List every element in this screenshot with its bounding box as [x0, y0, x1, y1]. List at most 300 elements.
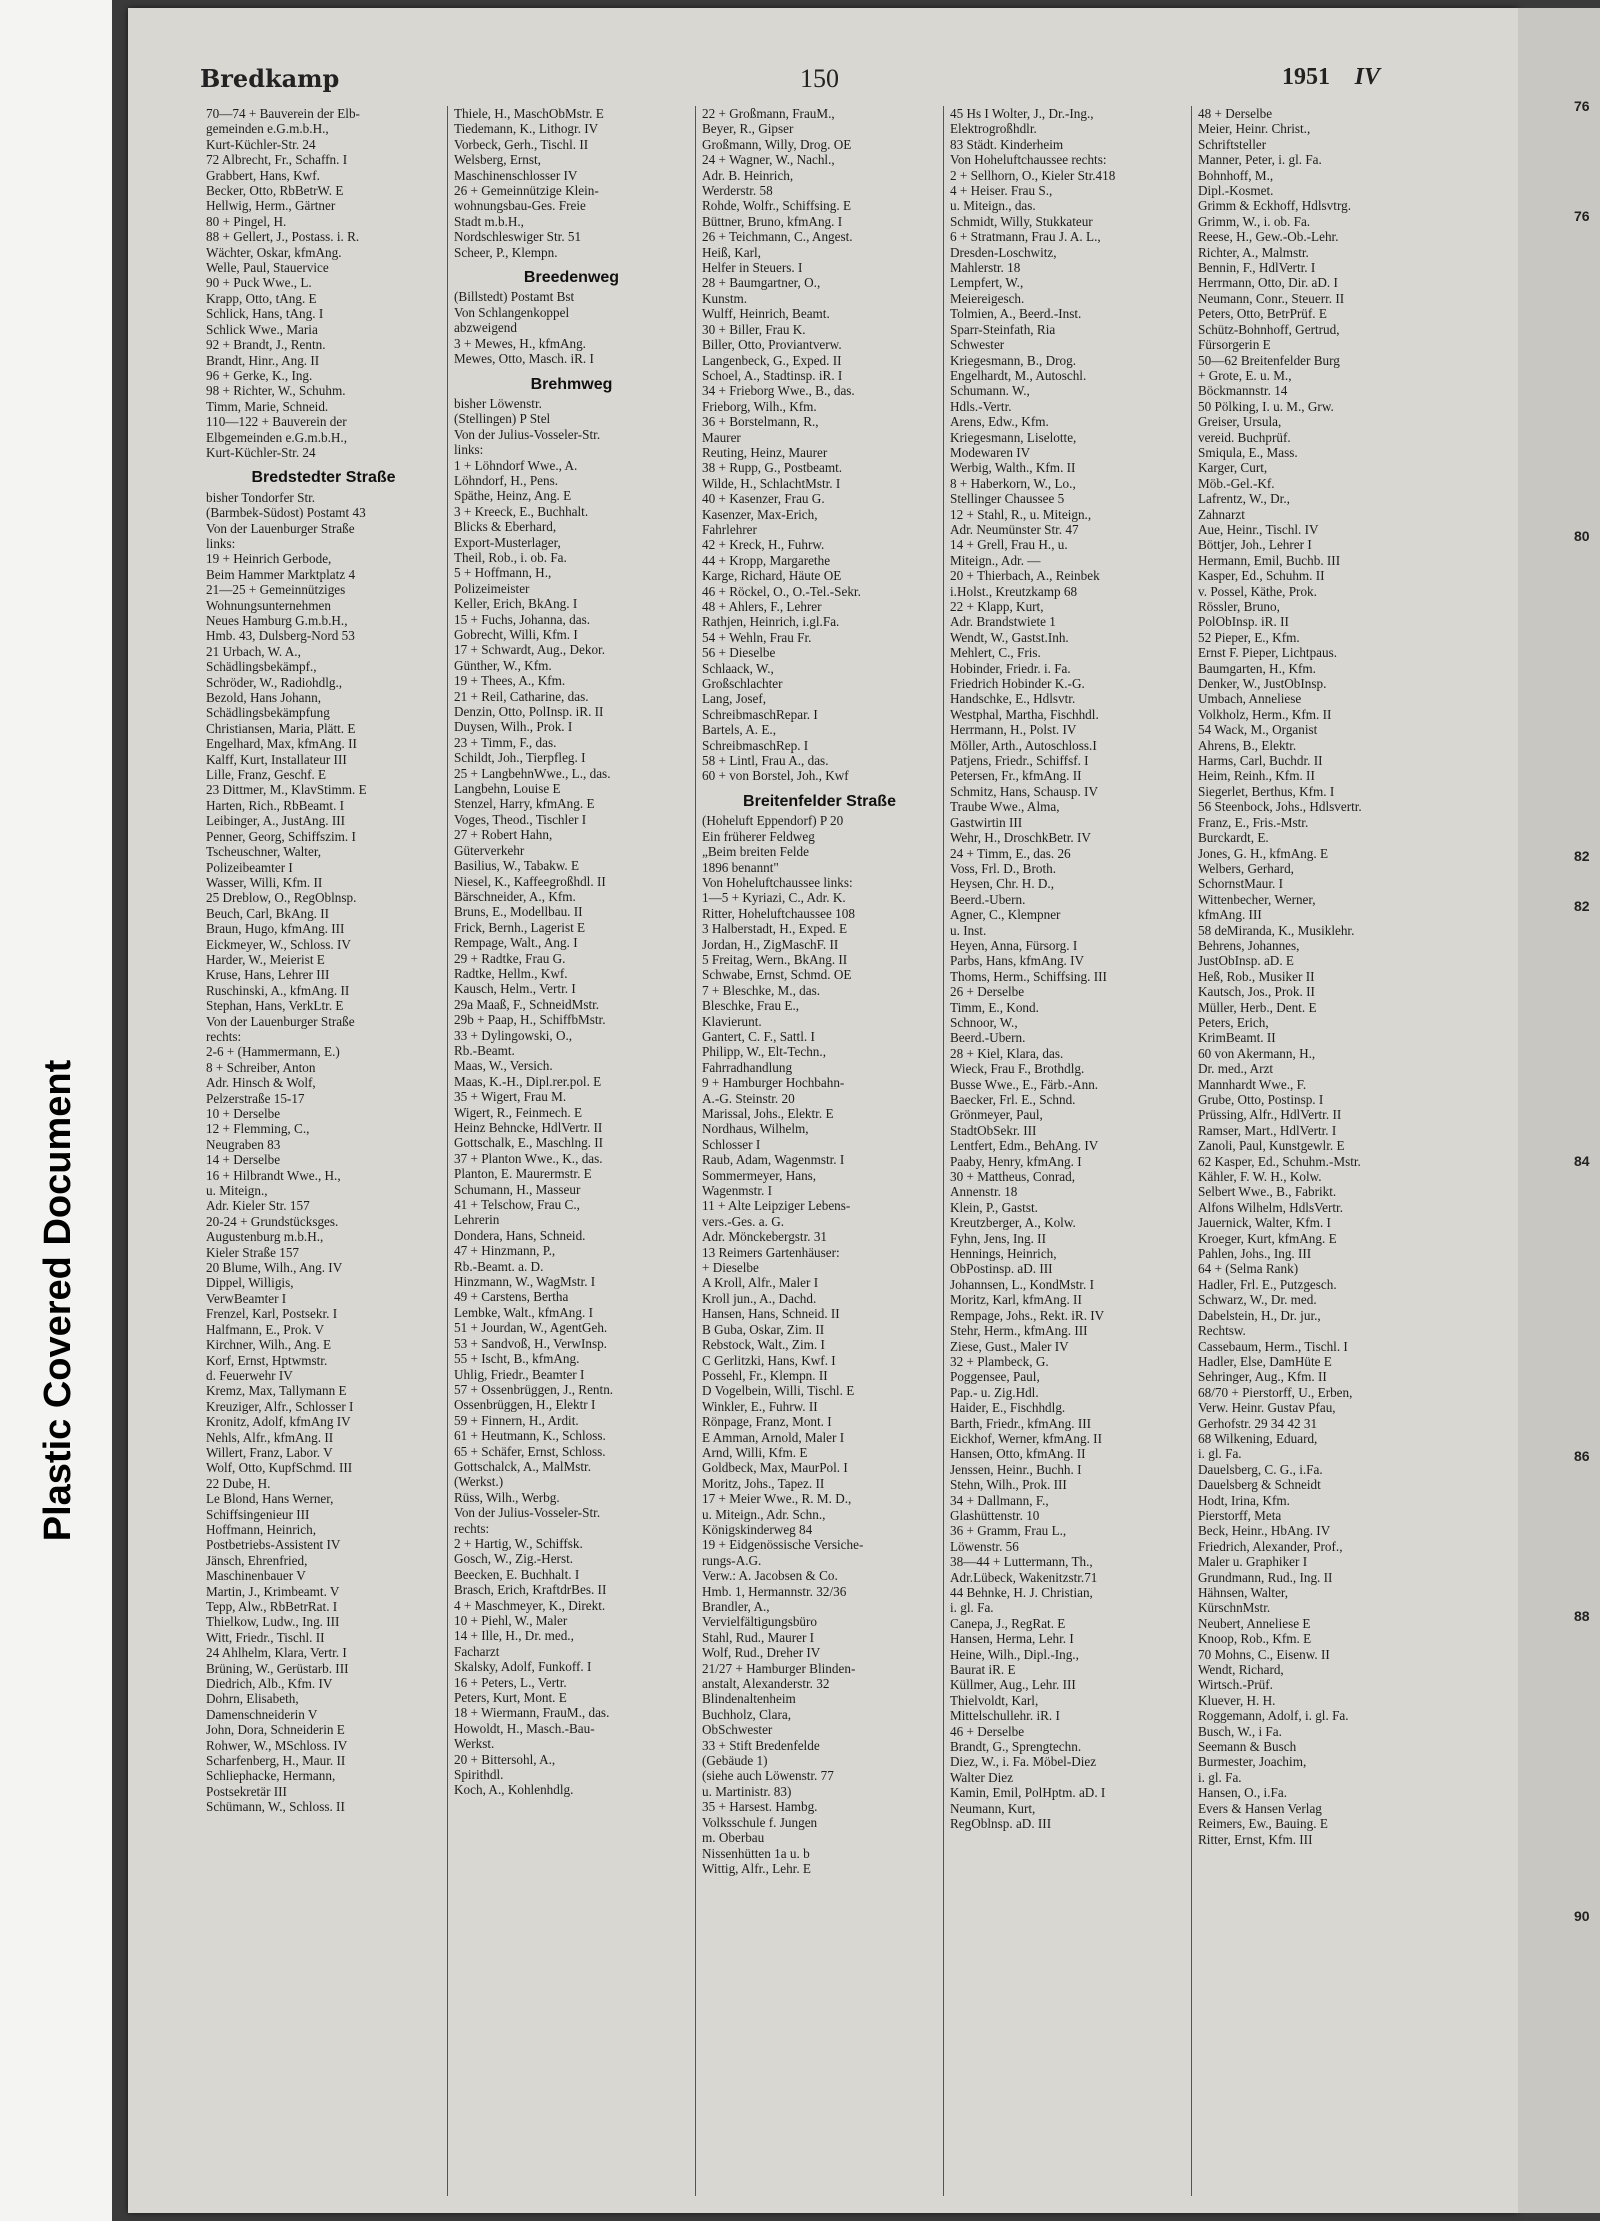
directory-entry: 21/27 + Hamburger Blinden- [702, 1660, 856, 1676]
directory-entry: Kronitz, Adolf, kfmAng IV [206, 1414, 351, 1430]
directory-entry: Ritter, Hoheluftchaussee 108 [702, 905, 855, 921]
directory-entry: Volkholz, Herm., Kfm. II [1198, 706, 1332, 722]
directory-entry: 2 + Sellhorn, O., Kieler Str.418 [950, 167, 1116, 183]
directory-entry: Sehringer, Aug., Kfm. II [1198, 1369, 1327, 1385]
directory-entry: Elbgemeinden e.G.m.b.H., [206, 429, 347, 445]
directory-entry: A.-G. Steinstr. 20 [702, 1090, 795, 1106]
edge-number: 82 [1574, 898, 1590, 914]
directory-entry: KrimBeamt. II [1198, 1030, 1276, 1046]
directory-entry: 26 + Derselbe [950, 984, 1025, 1000]
directory-entry: bisher Löwenstr. [454, 395, 542, 411]
directory-entry: Harten, Rich., RbBeamt. I [206, 797, 345, 813]
directory-entry: 70 Mohns, C., Eisenw. II [1198, 1646, 1330, 1662]
directory-entry: 26 + Teichmann, C., Angest. [702, 229, 853, 245]
directory-entry: Kurt-Küchler-Str. 24 [206, 136, 316, 152]
directory-entry: Aue, Heinr., Tischl. IV [1198, 521, 1319, 537]
directory-entry: Maschinenschlosser IV [454, 167, 578, 183]
directory-entry: Hoffmann, Heinrich, [206, 1521, 316, 1537]
directory-entry: Rohde, Wolfr., Schiffsing. E [702, 198, 852, 214]
directory-entry: Rechtsw. [1198, 1323, 1246, 1339]
header-page-number: 150 [800, 64, 839, 93]
directory-entry: (Werkst.) [454, 1474, 504, 1490]
directory-entry: Wittig, Alfr., Lehr. E [702, 1860, 811, 1876]
directory-entry: Brüning, W., Gerüstarb. III [206, 1660, 349, 1676]
directory-entry: Johannsen, L., KondMstr. I [950, 1276, 1094, 1292]
directory-entry: „Beim breiten Felde [702, 844, 809, 860]
directory-entry: bisher Tondorfer Str. [206, 489, 316, 505]
directory-entry: 98 + Richter, W., Schuhm. [206, 383, 346, 399]
directory-entry: Harder, W., Meierist E [206, 951, 325, 967]
directory-entry: Kalff, Kurt, Installateur III [206, 751, 347, 767]
directory-entry: Thielkow, Ludw., Ing. III [206, 1614, 340, 1630]
directory-entry: Moritz, Johs., Tapez. II [702, 1475, 825, 1491]
directory-entry: 1896 benannt" [702, 859, 779, 875]
directory-entry: Wendt, Richard, [1198, 1662, 1284, 1678]
directory-entry: Friedrich Hobinder K.-G. [950, 676, 1085, 692]
directory-entry: Tscheuschner, Walter, [206, 844, 321, 860]
directory-entry: Pahlen, Johs., Ing. III [1198, 1246, 1312, 1262]
directory-entry: 24 + Timm, E., das. 26 [950, 845, 1071, 861]
directory-entry: 70—74 + Bauverein der Elb- [206, 106, 360, 121]
directory-entry: Rb.-Beamt. [454, 1042, 515, 1058]
directory-entry: VerwBeamter I [206, 1290, 287, 1306]
directory-entry: 58 + Lintl, Frau A., das. [702, 753, 829, 769]
directory-entry: Barth, Friedr., kfmAng. III [950, 1415, 1092, 1431]
directory-entry: Damenschneiderin V [206, 1706, 318, 1722]
directory-entry: Ein früherer Feldweg [702, 828, 815, 844]
directory-entry: Bennin, F., HdlVertr. I [1198, 260, 1316, 276]
directory-entry: Burckardt, E. [1198, 830, 1269, 846]
directory-entry: Frenzel, Karl, Postsekr. I [206, 1306, 338, 1322]
directory-entry: 38—44 + Luttermann, Th., [950, 1554, 1093, 1570]
directory-entry: Goldbeck, Max, MaurPol. I [702, 1460, 848, 1476]
directory-entry: 20 + Thierbach, A., Reinbek [950, 568, 1100, 584]
directory-entry: 9 + Hamburger Hochbahn- [702, 1075, 845, 1091]
directory-entry: Hansen, Herma, Lehr. I [950, 1631, 1074, 1647]
directory-entry: Baumgarten, H., Kfm. [1198, 660, 1316, 676]
directory-entry: 7 + Bleschke, M., das. [702, 982, 821, 998]
directory-entry: + Dieselbe [702, 1260, 759, 1276]
directory-entry: Hobinder, Friedr. i. Fa. [950, 660, 1071, 676]
directory-entry: 44 + Kropp, Margarethe [702, 552, 831, 568]
directory-entry: 36 + Borstelmann, R., [702, 414, 819, 430]
directory-entry: Jauernick, Walter, Kfm. I [1198, 1215, 1331, 1231]
directory-entry: Schümann, W., Schloss. II [206, 1799, 345, 1815]
directory-entry: Hdls.-Vertr. [950, 398, 1012, 414]
directory-entry: Von der Lauenburger Straße [206, 520, 355, 536]
directory-entry: Willert, Franz, Labor. V [206, 1444, 333, 1460]
directory-entry: 10 + Derselbe [206, 1106, 281, 1121]
directory-entry: 62 Kasper, Ed., Schuhm.-Mstr. [1198, 1153, 1361, 1169]
header-year: 1951 [1282, 64, 1330, 90]
directory-entry: d. Feuerwehr IV [206, 1367, 293, 1383]
directory-entry: 4 + Maschmeyer, K., Direkt. [454, 1597, 606, 1613]
directory-entry: 50—62 Breitenfelder Burg [1198, 352, 1340, 368]
directory-entry: Kreuziger, Alfr., Schlosser I [206, 1398, 354, 1414]
directory-entry: Kroll jun., A., Dachd. [702, 1290, 817, 1306]
directory-entry: 3 Halberstadt, H., Exped. E [702, 921, 848, 937]
directory-entry: Brandt, G., Sprengtechn. [950, 1739, 1082, 1755]
directory-entry: i. gl. Fa. [950, 1600, 994, 1616]
directory-entry: Knoop, Rob., Kfm. E [1198, 1631, 1312, 1647]
directory-entry: 29b + Paap, H., SchiffbMstr. [454, 1012, 606, 1028]
directory-entry: Tolmien, A., Beerd.-Inst. [950, 306, 1082, 322]
directory-entry: Voss, Frl. D., Broth. [950, 860, 1057, 876]
directory-entry: Beerd.-Ubern. [950, 1030, 1026, 1046]
directory-entry: B Guba, Oskar, Zim. II [702, 1321, 825, 1337]
directory-entry: Buchholz, Clara, [702, 1706, 791, 1722]
directory-entry: Schriftsteller [1198, 136, 1267, 152]
directory-entry: 42 + Kreck, H., Fuhrw. [702, 537, 825, 553]
directory-entry: Wohnungsunternehmen [206, 597, 331, 613]
directory-entry: 37 + Planton Wwe., K., das. [454, 1150, 603, 1166]
directory-entry: 16 + Peters, L., Vertr. [454, 1674, 567, 1690]
directory-entry: Busse Wwe., E., Färb.-Ann. [950, 1076, 1099, 1092]
directory-entry: Kasenzer, Max-Erich, [702, 506, 818, 522]
directory-entry: Facharzt [454, 1643, 500, 1659]
directory-entry: Moritz, Karl, kfmAng. II [950, 1292, 1082, 1308]
directory-entry: Westphal, Martha, Fischhdl. [950, 706, 1099, 722]
directory-entry: Nordschleswiger Str. 51 [454, 229, 582, 245]
directory-entry: Brandt, Hinr., Ang. II [206, 352, 320, 368]
edge-number: 90 [1574, 1908, 1590, 1924]
directory-entry: E Amman, Arnold, Maler I [702, 1429, 845, 1445]
directory-entry: 32 + Plambeck, G. [950, 1353, 1049, 1369]
directory-entry: Grimm, W., i. ob. Fa. [1198, 213, 1311, 229]
directory-entry: Müller, Herb., Dent. E [1198, 999, 1317, 1015]
directory-entry: u. Miteign., Adr. Schn., [702, 1506, 826, 1522]
directory-entry: Wagenmstr. I [702, 1183, 772, 1199]
directory-entry: Hadler, Else, DamHüte E [1198, 1353, 1332, 1369]
directory-entry: Koch, A., Kohlenhdlg. [454, 1782, 574, 1798]
directory-entry: Arens, Edw., Kfm. [950, 414, 1049, 430]
directory-entry: links: [454, 442, 484, 458]
directory-entry: Hadler, Frl. E., Putzgesch. [1198, 1276, 1337, 1292]
directory-entry: 72 Albrecht, Fr., Schaffn. I [206, 152, 348, 168]
directory-entry: 50 Pölking, I. u. M., Grw. [1198, 398, 1334, 414]
directory-entry: Großmann, Willy, Drog. OE [702, 136, 852, 152]
directory-entry: Elektrogroßhdlr. [950, 121, 1037, 137]
directory-entry: Rb.-Beamt. a. D. [454, 1258, 544, 1274]
directory-entry: Werbig, Walth., Kfm. II [950, 460, 1076, 476]
directory-entry: Peters, Erich, [1198, 1014, 1269, 1030]
directory-entry: 21—25 + Gemeinnütziges [206, 582, 346, 598]
directory-entry: Von der Lauenburger Straße [206, 1013, 355, 1029]
directory-entry: Behrens, Johannes, [1198, 937, 1300, 953]
directory-entry: Harms, Carl, Buchdr. II [1198, 753, 1323, 769]
directory-entry: Adr. Mönckebergstr. 31 [702, 1229, 828, 1245]
directory-entry: 49 + Carstens, Bertha [454, 1289, 569, 1305]
directory-entry: Franz, E., Fris.-Mstr. [1198, 814, 1309, 830]
directory-entry: 60 + von Borstel, Joh., Kwf [702, 768, 849, 784]
directory-entry: Heß, Rob., Musiker II [1198, 968, 1315, 984]
directory-entry: 28 + Baumgartner, O., [702, 275, 821, 291]
directory-entry: Brandler, A., [702, 1599, 770, 1614]
directory-entry: Ruschinski, A., kfmAng. II [206, 982, 350, 998]
directory-entry: Becker, Otto, RbBetrW. E [206, 183, 344, 199]
directory-entry: Neugraben 83 [206, 1136, 281, 1152]
directory-entry: 23 Dittmer, M., KlavStimm. E [206, 782, 367, 798]
directory-entry: Schumann. W., [950, 383, 1030, 399]
directory-entry: 16 + Hilbrandt Wwe., H., [206, 1167, 341, 1183]
directory-entry: 14 + Derselbe [206, 1152, 281, 1168]
directory-entry: 35 + Wigert, Frau M. [454, 1089, 567, 1105]
directory-entry: 14 + Grell, Frau H., u. [950, 537, 1068, 553]
directory-entry: Grabbert, Hans, Kwf. [206, 167, 320, 183]
directory-entry: Möller, Arth., Autoschloss.I [950, 737, 1097, 753]
header-street: Bredkamp [200, 64, 340, 93]
directory-entry: 25 + LangbehnWwe., L., das. [454, 765, 611, 781]
directory-entry: Dresden-Loschwitz, [950, 244, 1057, 260]
directory-entry: Kruse, Hans, Lehrer III [206, 967, 330, 983]
directory-entry: Bohnhoff, M., [1198, 167, 1274, 183]
directory-entry: Wolf, Rud., Dreher IV [702, 1645, 821, 1661]
directory-entry: 56 + Dieselbe [702, 645, 776, 661]
directory-entry: Schädlingsbekämpf., [206, 659, 317, 675]
directory-entry: 6 + Stratmann, Frau J. A. L., [950, 229, 1101, 245]
directory-entry: 64 + (Selma Rank) [1198, 1261, 1299, 1277]
directory-entry: JustObInsp. aD. E [1198, 953, 1294, 969]
directory-entry: Friedrich, Alexander, Prof., [1198, 1538, 1343, 1554]
directory-entry: u. Martinistr. 83) [702, 1783, 792, 1799]
directory-entry: 17 + Schwardt, Aug., Dekor. [454, 642, 606, 658]
directory-entry: Kriegesmann, Liselotte, [950, 429, 1077, 445]
directory-entry: 55 + Ischt, B., kfmAng. [454, 1351, 580, 1367]
directory-entry: SchreibmaschRepar. I [702, 706, 818, 722]
directory-entry: Verw.: A. Jacobsen & Co. [702, 1568, 838, 1584]
directory-entry: Jenssen, Heinr., Buchh. I [950, 1461, 1082, 1477]
directory-entry: 33 + Dylingowski, O., [454, 1027, 573, 1043]
directory-entry: Pelzerstraße 15-17 [206, 1090, 305, 1106]
directory-entry: Hmb. 43, Dulsberg-Nord 53 [206, 628, 355, 644]
directory-entry: vereid. Buchprüf. [1198, 429, 1291, 445]
directory-entry: Heinz Behncke, HdlVertr. II [454, 1120, 603, 1135]
directory-entry: Kieler Straße 157 [206, 1244, 300, 1260]
directory-entry: 68/70 + Pierstorff, U., Erben, [1198, 1384, 1353, 1400]
directory-entry: Adr. Brandstwiete 1 [950, 614, 1056, 630]
directory-entry: 96 + Gerke, K., Ing. [206, 367, 313, 383]
directory-entry: Peters, Kurt, Mont. E [454, 1690, 567, 1706]
directory-entry: abzweigend [454, 320, 517, 336]
next-page-edge [1518, 8, 1600, 2213]
directory-entry: (Billstedt) Postamt Bst [454, 289, 575, 305]
directory-entry: 65 + Schäfer, Ernst, Schloss. [454, 1443, 606, 1459]
directory-entry: Wirtsch.-Prüf. [1198, 1677, 1273, 1693]
directory-entry: Peters, Otto, BetrPrüf. E [1198, 306, 1327, 322]
directory-entry: Leibinger, A., JustAng. III [206, 813, 346, 829]
directory-entry: 58 deMiranda, K., Musiklehr. [1198, 922, 1355, 938]
directory-entry: Maler u. Graphiker I [1198, 1554, 1308, 1570]
directory-entry: Günther, W., Kfm. [454, 657, 552, 673]
street-heading: Breitenfelder Straße [743, 792, 896, 810]
directory-entry: Mahlerstr. 18 [950, 260, 1021, 276]
directory-entry: Wittenbecher, Werner, [1198, 891, 1316, 907]
directory-entry: Mittelschullehr. iR. I [950, 1708, 1060, 1724]
directory-entry: 19 + Thees, A., Kfm. [454, 673, 566, 689]
directory-entry: Eickhof, Werner, kfmAng. II [950, 1430, 1102, 1446]
directory-entry: Marissal, Johs., Elektr. E [702, 1106, 834, 1121]
directory-entry: (Hoheluft Eppendorf) P 20 [702, 813, 844, 829]
directory-entry: Fyhn, Jens, Ing. II [950, 1230, 1046, 1246]
directory-entry: Hansen, Hans, Schneid. II [702, 1306, 840, 1322]
directory-entry: Meier, Heinr. Christ., [1198, 121, 1311, 137]
directory-entry: i. gl. Fa. [1198, 1769, 1242, 1785]
directory-entry: Von der Julius-Vosseler-Str. [454, 1505, 601, 1521]
directory-entry: Wehr, H., DroschkBetr. IV [950, 830, 1091, 846]
directory-entry: Frick, Bernh., Lagerist E [454, 919, 586, 935]
directory-entry: Radtke, Hellm., Kwf. [454, 965, 568, 981]
directory-entry: Verw. Heinr. Gustav Pfau, [1198, 1400, 1336, 1416]
directory-entry: Schmitz, Hans, Schausp. IV [950, 783, 1098, 799]
directory-entry: Zanoli, Paul, Kunstgewlr. E [1198, 1138, 1345, 1154]
directory-entry: Braun, Hugo, kfmAng. III [206, 921, 345, 937]
directory-entry: Schnoor, W., [950, 1014, 1018, 1030]
directory-entry: 23 + Timm, F., das. [454, 734, 557, 750]
directory-entry: Fahrlehrer [702, 521, 757, 537]
directory-entry: 13 Reimers Gartenhäuser: [702, 1244, 840, 1260]
directory-entry: Spirithdl. [454, 1767, 504, 1783]
directory-entry: Witt, Friedr., Tischl. II [206, 1629, 325, 1645]
directory-entry: Helfer in Steuers. I [702, 260, 803, 276]
directory-entry: Wilde, H., SchlachtMstr. I [702, 475, 841, 491]
directory-entry: 30 + Biller, Frau K. [702, 321, 806, 337]
directory-column [944, 106, 1192, 2196]
directory-entry: Scharfenberg, H., Maur. II [206, 1753, 346, 1769]
directory-entry: Gosch, W., Zig.-Herst. [454, 1551, 574, 1567]
directory-entry: 22 + Klapp, Kurt, [950, 599, 1044, 614]
directory-entry: Kirchner, Wilh., Ang. E [206, 1337, 332, 1353]
directory-entry: Rössler, Bruno, [1198, 599, 1280, 614]
directory-entry: 29 + Radtke, Frau G. [454, 950, 566, 966]
directory-entry: Parbs, Hans, kfmAng. IV [950, 953, 1085, 969]
directory-entry: 35 + Harsest. Hambg. [702, 1799, 818, 1815]
directory-entry: Schwarz, W., Dr. med. [1198, 1292, 1317, 1308]
directory-entry: Langenbeck, G., Exped. II [702, 352, 842, 368]
directory-entry: Grimm & Eckhoff, Hdlsvtrg. [1198, 198, 1351, 214]
directory-entry: Welsberg, Ernst, [454, 152, 541, 168]
directory-entry: Planton, E. Maurermstr. E [454, 1166, 592, 1182]
directory-entry: 24 Ahlhelm, Klara, Vertr. I [206, 1645, 347, 1661]
directory-entry: Welle, Paul, Stauervice [206, 260, 329, 276]
directory-entry: Beck, Heinr., HbAng. IV [1198, 1523, 1331, 1539]
directory-entry: Rathjen, Heinrich, i.gl.Fa. [702, 614, 840, 630]
directory-entry: Adr.Lübeck, Wakenitzstr.71 [950, 1569, 1098, 1585]
directory-entry: 54 Wack, M., Organist [1198, 722, 1318, 738]
directory-column [448, 106, 696, 2196]
directory-entry: 26 + Gemeinnützige Klein- [454, 183, 599, 199]
directory-entry: Baurat iR. E [950, 1662, 1016, 1678]
directory-entry: Poggensee, Paul, [950, 1369, 1040, 1385]
directory-entry: Schlosser I [702, 1136, 761, 1152]
directory-entry: Blindenaltenheim [702, 1691, 796, 1707]
directory-entry: Denzin, Otto, PolInsp. iR. II [454, 704, 604, 720]
directory-entry: Wigert, R., Feinmech. E [454, 1104, 583, 1120]
directory-entry: Halfmann, E., Prok. V [206, 1321, 325, 1337]
directory-entry: Theil, Rob., i. ob. Fa. [454, 549, 567, 565]
directory-entry: Lentfert, Edm., BehAng. IV [950, 1138, 1099, 1154]
directory-entry: Bruns, E., Modellbau. II [454, 904, 583, 920]
directory-entry: i.Holst., Kreutzkamp 68 [950, 583, 1078, 599]
directory-entry: Ramser, Mart., HdlVertr. I [1198, 1122, 1337, 1138]
directory-entry: Umbach, Anneliese [1198, 691, 1302, 707]
directory-entry: SchornstMaur. I [1198, 876, 1283, 892]
directory-entry: Langbehn, Louise E [454, 781, 561, 797]
directory-entry: Hmb. 1, Hermannstr. 32/36 [702, 1583, 847, 1599]
directory-entry: Gastwirtin III [950, 814, 1023, 830]
directory-entry: Howoldt, H., Masch.-Bau- [454, 1720, 595, 1736]
directory-entry: 1 + Löhndorf Wwe., A. [454, 457, 578, 473]
directory-entry: Patjens, Friedr., Schiffsf. I [950, 753, 1089, 769]
directory-column [1192, 106, 1440, 2196]
directory-entry: Ahrens, B., Elektr. [1198, 737, 1297, 753]
directory-entry: Sommermeyer, Hans, [702, 1167, 817, 1183]
directory-entry: Canepa, J., RegRat. E [950, 1615, 1066, 1631]
directory-entry: Werderstr. 58 [702, 183, 773, 199]
directory-entry: John, Dora, Schneiderin E [206, 1722, 345, 1738]
directory-entry: Siegerlet, Berthus, Kfm. I [1198, 783, 1335, 799]
edge-number: 82 [1574, 848, 1590, 864]
directory-entry: 5 + Hoffmann, H., [454, 565, 552, 581]
directory-entry: Dohrn, Elisabeth, [206, 1691, 299, 1707]
directory-entry: Adr. Neumünster Str. 47 [950, 521, 1079, 537]
directory-entry: Adr. Hinsch & Wolf, [206, 1075, 316, 1091]
directory-entry: Lille, Franz, Geschf. E [206, 767, 327, 783]
directory-entry: Meiereigesch. [950, 290, 1025, 306]
directory-entry: Küllmer, Aug., Lehr. III [950, 1677, 1076, 1693]
directory-entry: Hansen, Otto, kfmAng. II [950, 1446, 1086, 1462]
directory-entry: kfmAng. III [1198, 907, 1262, 923]
directory-entry: Welbers, Gerhard, [1198, 860, 1294, 876]
directory-entry: Gobrecht, Willi, Kfm. I [454, 627, 578, 642]
directory-entry: Martin, J., Krimbeamt. V [206, 1583, 340, 1599]
directory-entry: Seemann & Busch [1198, 1739, 1297, 1755]
directory-entry: Dippel, Willigis, [206, 1275, 294, 1291]
directory-entry: Tiedemann, K., Lithogr. IV [454, 121, 599, 137]
directory-entry: Dauelsberg & Schneidt [1198, 1477, 1321, 1493]
directory-entry: Thielvoldt, Karl, [950, 1692, 1039, 1708]
directory-entry: 57 + Ossenbrüggen, J., Rentn. [454, 1381, 614, 1397]
edge-number: 86 [1574, 1448, 1590, 1464]
directory-entry: 34 + Frieborg Wwe., B., das. [702, 383, 855, 399]
directory-entry: Zahnarzt [1198, 506, 1245, 522]
edge-number: 76 [1574, 98, 1590, 114]
directory-entry: Grube, Otto, Postinsp. I [1198, 1092, 1324, 1107]
side-label [14, 980, 104, 1620]
directory-entry: Neumann, Conr., Steuerr. II [1198, 290, 1345, 306]
directory-entry: 19 + Heinrich Gerbode, [206, 551, 332, 567]
directory-entry: Stadt m.b.H., [454, 213, 524, 229]
directory-entry: Klavierunt. [702, 1013, 762, 1029]
directory-entry: Karger, Curt, [1198, 460, 1268, 476]
directory-entry: Korf, Ernst, Hptwmstr. [206, 1352, 328, 1368]
directory-entry: Biller, Otto, Proviantverw. [702, 337, 842, 353]
directory-entry: Heyen, Anna, Fürsorg. I [950, 937, 1078, 953]
directory-entry: Kroeger, Kurt, kfmAng. E [1198, 1230, 1337, 1246]
directory-entry: Timm, Marie, Schneid. [206, 398, 329, 414]
directory-entry: Hähnsen, Walter, [1198, 1585, 1289, 1600]
directory-entry: Ossenbrüggen, H., Elektr I [454, 1397, 596, 1413]
directory-entry: 59 + Finnern, H., Ardit. [454, 1412, 579, 1428]
directory-entry: 45 Hs I Wolter, J., Dr.-Ing., [950, 106, 1094, 121]
directory-entry: 44 Behnke, H. J. Christian, [950, 1585, 1093, 1600]
side-label-text: Plastic Covered Document [37, 1059, 80, 1541]
directory-entry: Stephan, Hans, VerkLtr. E [206, 998, 344, 1014]
directory-entry: Kasper, Ed., Schuhm. II [1198, 568, 1325, 584]
directory-entry: Reese, H., Gew.-Ob.-Lehr. [1198, 229, 1339, 245]
directory-entry: Baecker, Frl. E., Schnd. [950, 1092, 1076, 1107]
directory-entry: 12 + Flemming, C., [206, 1121, 310, 1137]
directory-entry: Reimers, Ew., Bauing. E [1198, 1816, 1328, 1832]
